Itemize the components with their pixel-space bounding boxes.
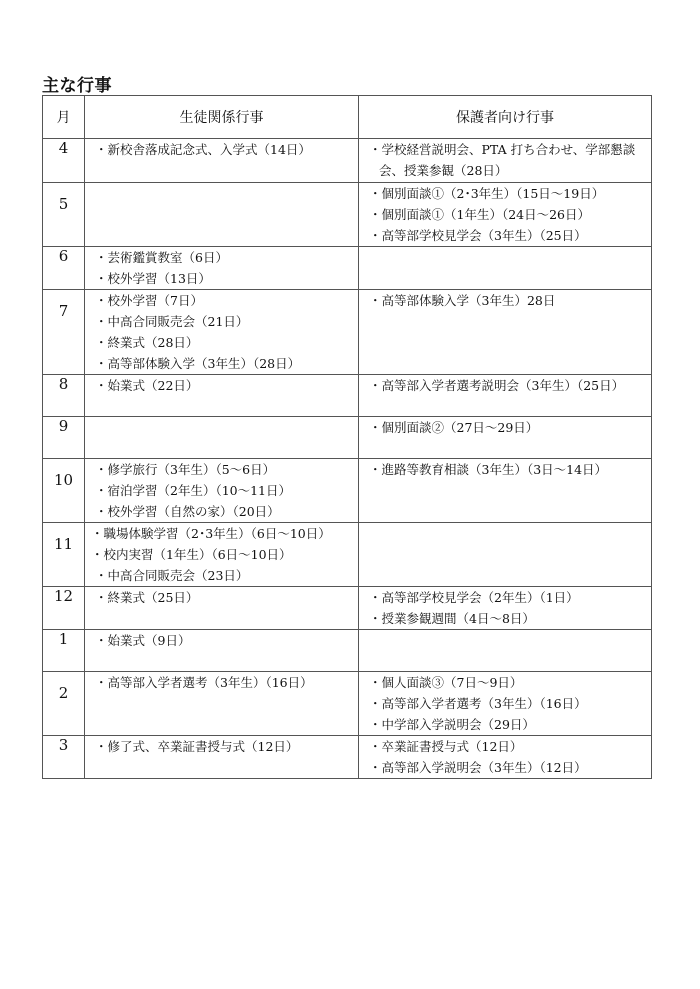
student-event-item: ・新校舎落成記念式、入学式（14日） (95, 142, 311, 157)
student-events-cell (85, 587, 359, 630)
month-cell: 12 (43, 587, 85, 630)
parent-event-item: ・進路等教育相談（3年生）（3日～14日） (369, 462, 608, 477)
table-row (43, 375, 652, 417)
events-table (42, 95, 652, 779)
student-event-item: ・始業式（22日） (95, 378, 199, 393)
parent-event-item: ・個別面談①（2･3年生）（15日～19日） (369, 186, 605, 201)
parent-events-cell (359, 417, 652, 459)
parent-event-item: 会、授業参観（28日） (379, 163, 508, 178)
month-cell: 5 (43, 183, 85, 247)
student-events-cell (85, 736, 359, 779)
student-events-cell (85, 139, 359, 183)
student-event-item: ・高等部体験入学（3年生）（28日） (95, 356, 301, 371)
month-cell: 8 (43, 375, 85, 417)
student-event-item: ・修了式、卒業証書授与式（12日） (95, 739, 299, 754)
table-row (43, 459, 652, 523)
month-cell: 2 (43, 672, 85, 736)
parent-event-item: ・授業参観週間（4日～8日） (369, 611, 535, 626)
month-cell: 3 (43, 736, 85, 779)
table-row (43, 630, 652, 672)
student-events-cell (85, 290, 359, 375)
month-cell: 6 (43, 247, 85, 290)
events-body (43, 139, 652, 779)
month-cell: 1 (43, 630, 85, 672)
student-events-cell (85, 459, 359, 523)
parent-event-item: ・学校経営説明会、PTA 打ち合わせ、学部懇談 (369, 142, 636, 157)
student-event-item: ・校内実習（1年生）（6日～10日） (91, 547, 292, 562)
student-events-cell (85, 630, 359, 672)
header-row (43, 96, 652, 139)
student-event-item: ・校外学習（自然の家）（20日） (95, 504, 280, 519)
parent-events-cell (359, 139, 652, 183)
parent-event-item: ・個別面談②（27日～29日） (369, 420, 539, 435)
student-event-item: ・中高合同販売会（23日） (95, 568, 249, 583)
table-row (43, 183, 652, 247)
month-cell: 11 (43, 523, 85, 587)
student-event-item: ・終業式（25日） (95, 590, 199, 605)
parent-event-item: ・高等部学校見学会（2年生）（1日） (369, 590, 579, 605)
parent-event-item: ・個別面談①（1年生）（24日～26日） (369, 207, 591, 222)
student-event-item: ・宿泊学習（2年生）（10～11日） (95, 483, 292, 498)
table-row (43, 290, 652, 375)
month-cell: 7 (43, 290, 85, 375)
student-events-cell (85, 183, 359, 247)
student-events-cell (85, 247, 359, 290)
table-row (43, 736, 652, 779)
student-event-item: ・職場体験学習（2･3年生）（6日～10日） (91, 526, 331, 541)
parent-events-cell (359, 672, 652, 736)
student-event-item: ・高等部入学者選考（3年生）（16日） (95, 675, 313, 690)
student-events-header: 生徒関係行事 (85, 96, 359, 139)
parent-event-item: ・中学部入学説明会（29日） (369, 717, 535, 732)
parent-event-item: ・高等部学校見学会（3年生）（25日） (369, 228, 587, 243)
student-event-item: ・芸術鑑賞教室（6日） (95, 250, 228, 265)
parent-event-item: ・個人面談③（7日～9日） (369, 675, 523, 690)
table-row (43, 672, 652, 736)
parent-events-cell (359, 247, 652, 290)
student-event-item: ・校外学習（13日） (95, 271, 211, 286)
parent-events-cell (359, 736, 652, 779)
parent-event-item: ・高等部体験入学（3年生）28日 (369, 293, 556, 308)
parent-events-cell (359, 630, 652, 672)
table-row (43, 523, 652, 587)
table-row (43, 247, 652, 290)
parent-event-item: ・卒業証書授与式（12日） (369, 739, 523, 754)
parent-event-item: ・高等部入学者選考説明会（3年生）（25日） (369, 378, 625, 393)
month-cell: 9 (43, 417, 85, 459)
page-title: 主な行事 (42, 76, 112, 96)
student-event-item: ・始業式（9日） (95, 633, 191, 648)
parent-events-cell (359, 523, 652, 587)
parent-events-cell (359, 459, 652, 523)
month-cell: 10 (43, 459, 85, 523)
parent-events-cell (359, 375, 652, 417)
student-event-item: ・校外学習（7日） (95, 293, 203, 308)
student-event-item: ・中高合同販売会（21日） (95, 314, 249, 329)
student-event-item: ・修学旅行（3年生）（5～6日） (95, 462, 276, 477)
parent-events-cell (359, 290, 652, 375)
parent-events-cell (359, 183, 652, 247)
parent-events-header: 保護者向け行事 (359, 96, 652, 139)
student-events-cell (85, 417, 359, 459)
student-event-item: ・終業式（28日） (95, 335, 199, 350)
table-row (43, 417, 652, 459)
parent-events-cell (359, 587, 652, 630)
student-events-cell (85, 672, 359, 736)
month-cell: 4 (43, 139, 85, 183)
parent-event-item: ・高等部入学者選考（3年生）（16日） (369, 696, 587, 711)
month-header: 月 (43, 96, 85, 139)
student-events-cell (85, 375, 359, 417)
parent-event-item: ・高等部入学説明会（3年生）（12日） (369, 760, 587, 775)
student-events-cell (85, 523, 359, 587)
table-row (43, 587, 652, 630)
table-row (43, 139, 652, 183)
